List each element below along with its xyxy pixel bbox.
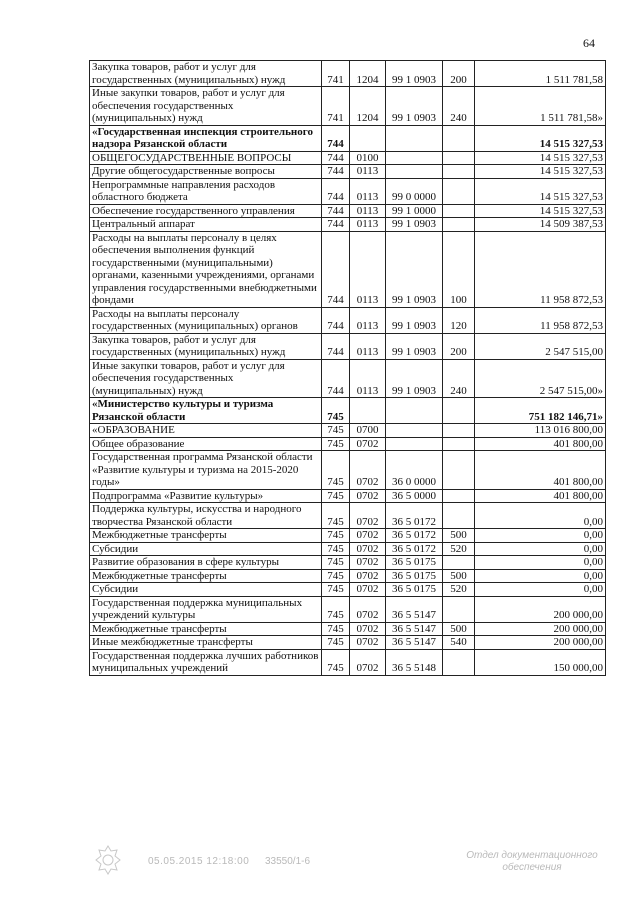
ved-cell: 744 — [322, 359, 350, 398]
target-article-cell — [386, 125, 443, 151]
table-row — [90, 178, 606, 204]
expense-type-cell — [443, 489, 475, 503]
table-row — [90, 529, 606, 543]
section-cell: 0702 — [350, 489, 386, 503]
section-cell: 0702 — [350, 503, 386, 529]
row-name-cell: Подпрограмма «Развитие культуры» — [90, 489, 322, 503]
section-cell: 0702 — [350, 622, 386, 636]
ved-cell: 744 — [322, 151, 350, 165]
ved-cell: 745 — [322, 649, 350, 675]
row-name-cell: Общее образование — [90, 437, 322, 451]
ved-cell: 741 — [322, 61, 350, 87]
expense-type-cell: 200 — [443, 61, 475, 87]
section-cell: 0113 — [350, 204, 386, 218]
amount-cell: 200 000,00 — [475, 636, 606, 650]
row-name-cell: Государственная поддержка лучших работников муниципальных учреждений — [90, 649, 322, 675]
ved-cell: 745 — [322, 451, 350, 490]
amount-cell: 0,00 — [475, 542, 606, 556]
ved-cell: 745 — [322, 556, 350, 570]
expense-type-cell: 500 — [443, 569, 475, 583]
table-row — [90, 165, 606, 179]
target-article-cell: 36 5 5147 — [386, 596, 443, 622]
target-article-cell: 99 1 0903 — [386, 61, 443, 87]
target-article-cell: 36 5 5147 — [386, 636, 443, 650]
certification-mark — [452, 850, 612, 874]
target-article-cell: 36 5 0175 — [386, 583, 443, 597]
target-article-cell — [386, 165, 443, 179]
target-article-cell: 99 1 0903 — [386, 359, 443, 398]
ved-cell: 744 — [322, 218, 350, 232]
ved-cell: 745 — [322, 569, 350, 583]
table-row — [90, 649, 606, 675]
section-cell: 0113 — [350, 218, 386, 232]
row-name-cell: Иные закупки товаров, работ и услуг для обеспечения государственных (муниципальных) нужд — [90, 359, 322, 398]
amount-cell: 2 547 515,00 — [475, 333, 606, 359]
row-name-cell: Центральный аппарат — [90, 218, 322, 232]
section-cell: 0702 — [350, 529, 386, 543]
ved-cell: 745 — [322, 622, 350, 636]
expense-type-cell: 520 — [443, 542, 475, 556]
amount-cell: 14 515 327,53 — [475, 151, 606, 165]
target-article-cell: 36 5 5147 — [386, 622, 443, 636]
target-article-cell: 36 5 0175 — [386, 569, 443, 583]
amount-cell: 14 509 387,53 — [475, 218, 606, 232]
ved-cell: 744 — [322, 307, 350, 333]
ved-cell: 745 — [322, 596, 350, 622]
amount-cell: 401 800,00 — [475, 437, 606, 451]
target-article-cell — [386, 424, 443, 438]
target-article-cell: 36 5 0175 — [386, 556, 443, 570]
ved-cell: 745 — [322, 398, 350, 424]
section-cell: 1204 — [350, 61, 386, 87]
row-name-cell: Развитие образования в сфере культуры — [90, 556, 322, 570]
ved-cell: 744 — [322, 165, 350, 179]
target-article-cell: 99 1 0903 — [386, 307, 443, 333]
section-cell: 0113 — [350, 165, 386, 179]
row-name-cell: Расходы на выплаты персоналу государственных (муниципальных) органов — [90, 307, 322, 333]
ved-cell: 745 — [322, 583, 350, 597]
table-body — [90, 61, 606, 676]
table-row — [90, 542, 606, 556]
row-name-cell: Государственная поддержка муниципальных учреждений культуры — [90, 596, 322, 622]
section-cell: 0113 — [350, 359, 386, 398]
target-article-cell — [386, 151, 443, 165]
amount-cell: 2 547 515,00» — [475, 359, 606, 398]
expense-type-cell — [443, 204, 475, 218]
budget-table — [89, 60, 606, 676]
row-name-cell: Поддержка культуры, искусства и народного творчества Рязанской области — [90, 503, 322, 529]
row-name-cell: Государственная программа Рязанской области «Развитие культуры и туризма на 2015-2020 годы» — [90, 451, 322, 490]
section-cell: 0702 — [350, 569, 386, 583]
ved-cell: 745 — [322, 489, 350, 503]
row-name-cell: Закупка товаров, работ и услуг для государственных (муниципальных) нужд — [90, 61, 322, 87]
expense-type-cell — [443, 503, 475, 529]
amount-cell: 200 000,00 — [475, 622, 606, 636]
table-row — [90, 87, 606, 126]
row-name-cell: Межбюджетные трансферты — [90, 529, 322, 543]
expense-type-cell — [443, 151, 475, 165]
row-name-cell: «Министерство культуры и туризма Рязанской области — [90, 398, 322, 424]
expense-type-cell: 500 — [443, 529, 475, 543]
expense-type-cell — [443, 178, 475, 204]
table-row — [90, 596, 606, 622]
expense-type-cell — [443, 556, 475, 570]
section-cell: 0702 — [350, 437, 386, 451]
target-article-cell: 36 5 0172 — [386, 529, 443, 543]
amount-cell: 14 515 327,53 — [475, 165, 606, 179]
expense-type-cell: 120 — [443, 307, 475, 333]
ved-cell: 745 — [322, 424, 350, 438]
row-name-cell: Закупка товаров, работ и услуг для государственных (муниципальных) нужд — [90, 333, 322, 359]
row-name-cell: Субсидии — [90, 583, 322, 597]
section-cell — [350, 398, 386, 424]
ved-cell: 744 — [322, 231, 350, 307]
ved-cell: 744 — [322, 333, 350, 359]
expense-type-cell: 200 — [443, 333, 475, 359]
row-name-cell: Другие общегосударственные вопросы — [90, 165, 322, 179]
section-cell: 0702 — [350, 542, 386, 556]
row-name-cell: Субсидии — [90, 542, 322, 556]
table-row — [90, 398, 606, 424]
row-name-cell: Непрограммные направления расходов областного бюджета — [90, 178, 322, 204]
expense-type-cell: 100 — [443, 231, 475, 307]
table-row — [90, 424, 606, 438]
amount-cell: 0,00 — [475, 583, 606, 597]
amount-cell: 401 800,00 — [475, 451, 606, 490]
section-cell — [350, 125, 386, 151]
ved-cell: 744 — [322, 178, 350, 204]
table-row — [90, 503, 606, 529]
amount-cell: 1 511 781,58» — [475, 87, 606, 126]
table-row — [90, 622, 606, 636]
target-article-cell: 99 1 0000 — [386, 204, 443, 218]
table-row — [90, 125, 606, 151]
expense-type-cell — [443, 451, 475, 490]
ved-cell: 741 — [322, 87, 350, 126]
table-row — [90, 636, 606, 650]
print-timestamp: 05.05.2015 12:18:00 — [148, 856, 250, 867]
expense-type-cell: 540 — [443, 636, 475, 650]
expense-type-cell: 240 — [443, 87, 475, 126]
table-row — [90, 333, 606, 359]
amount-cell: 14 515 327,53 — [475, 125, 606, 151]
certification-line: Отдел документационного — [466, 850, 598, 861]
expense-type-cell — [443, 165, 475, 179]
amount-cell: 0,00 — [475, 569, 606, 583]
row-name-cell: «Государственная инспекция строительного надзора Рязанской области — [90, 125, 322, 151]
amount-cell: 11 958 872,53 — [475, 307, 606, 333]
ved-cell: 744 — [322, 125, 350, 151]
expense-type-cell — [443, 437, 475, 451]
target-article-cell: 36 5 5148 — [386, 649, 443, 675]
section-cell: 0702 — [350, 451, 386, 490]
amount-cell: 0,00 — [475, 556, 606, 570]
target-article-cell: 99 1 0903 — [386, 231, 443, 307]
amount-cell: 401 800,00 — [475, 489, 606, 503]
ved-cell: 745 — [322, 437, 350, 451]
table-row — [90, 583, 606, 597]
row-name-cell: Расходы на выплаты персоналу в целях обеспечения выполнения функций государственными (муниципальными) органами, казенными учреждениями, органами управления государственными внебюджетными фондами — [90, 231, 322, 307]
certification-line: обеспечения — [502, 862, 562, 873]
amount-cell: 113 016 800,00 — [475, 424, 606, 438]
row-name-cell: Иные закупки товаров, работ и услуг для обеспечения государственных (муниципальных) нужд — [90, 87, 322, 126]
target-article-cell: 36 0 0000 — [386, 451, 443, 490]
amount-cell: 751 182 146,71» — [475, 398, 606, 424]
page-footer — [90, 848, 610, 888]
table-row — [90, 359, 606, 398]
table-row — [90, 451, 606, 490]
table-row — [90, 204, 606, 218]
target-article-cell: 99 1 0903 — [386, 87, 443, 126]
target-article-cell: 99 1 0903 — [386, 333, 443, 359]
row-name-cell: Межбюджетные трансферты — [90, 622, 322, 636]
table-row — [90, 231, 606, 307]
amount-cell: 200 000,00 — [475, 596, 606, 622]
section-cell: 0702 — [350, 636, 386, 650]
target-article-cell: 36 5 0172 — [386, 542, 443, 556]
expense-type-cell — [443, 218, 475, 232]
table-row — [90, 556, 606, 570]
target-article-cell — [386, 398, 443, 424]
expense-type-cell — [443, 424, 475, 438]
section-cell: 0113 — [350, 231, 386, 307]
amount-cell: 0,00 — [475, 529, 606, 543]
amount-cell: 11 958 872,53 — [475, 231, 606, 307]
row-name-cell: Межбюджетные трансферты — [90, 569, 322, 583]
row-name-cell: Иные межбюджетные трансферты — [90, 636, 322, 650]
table-row — [90, 218, 606, 232]
table-row — [90, 151, 606, 165]
amount-cell: 14 515 327,53 — [475, 204, 606, 218]
expense-type-cell — [443, 398, 475, 424]
expense-type-cell: 500 — [443, 622, 475, 636]
row-name-cell: ОБЩЕГОСУДАРСТВЕННЫЕ ВОПРОСЫ — [90, 151, 322, 165]
table-row — [90, 437, 606, 451]
target-article-cell: 99 0 0000 — [386, 178, 443, 204]
target-article-cell: 99 1 0903 — [386, 218, 443, 232]
table-row — [90, 307, 606, 333]
section-cell: 0702 — [350, 649, 386, 675]
section-cell: 0700 — [350, 424, 386, 438]
ved-cell: 745 — [322, 636, 350, 650]
ved-cell: 744 — [322, 204, 350, 218]
section-cell: 0113 — [350, 333, 386, 359]
section-cell: 1204 — [350, 87, 386, 126]
section-cell: 0100 — [350, 151, 386, 165]
page-number: 64 — [583, 36, 595, 50]
section-cell: 0113 — [350, 178, 386, 204]
expense-type-cell: 520 — [443, 583, 475, 597]
expense-type-cell — [443, 125, 475, 151]
amount-cell: 1 511 781,58 — [475, 61, 606, 87]
section-cell: 0702 — [350, 556, 386, 570]
expense-type-cell: 240 — [443, 359, 475, 398]
ved-cell: 745 — [322, 503, 350, 529]
section-cell: 0113 — [350, 307, 386, 333]
ved-cell: 745 — [322, 529, 350, 543]
amount-cell: 150 000,00 — [475, 649, 606, 675]
ved-cell: 745 — [322, 542, 350, 556]
amount-cell: 0,00 — [475, 503, 606, 529]
table-row — [90, 61, 606, 87]
table-row — [90, 489, 606, 503]
section-cell: 0702 — [350, 596, 386, 622]
registration-number: 33550/1-6 — [265, 856, 311, 867]
target-article-cell: 36 5 0172 — [386, 503, 443, 529]
row-name-cell: Обеспечение государственного управления — [90, 204, 322, 218]
expense-type-cell — [443, 649, 475, 675]
amount-cell: 14 515 327,53 — [475, 178, 606, 204]
row-name-cell: «ОБРАЗОВАНИЕ — [90, 424, 322, 438]
target-article-cell: 36 5 0000 — [386, 489, 443, 503]
expense-type-cell — [443, 596, 475, 622]
target-article-cell — [386, 437, 443, 451]
section-cell: 0702 — [350, 583, 386, 597]
table-row — [90, 569, 606, 583]
seal-icon — [94, 844, 122, 876]
